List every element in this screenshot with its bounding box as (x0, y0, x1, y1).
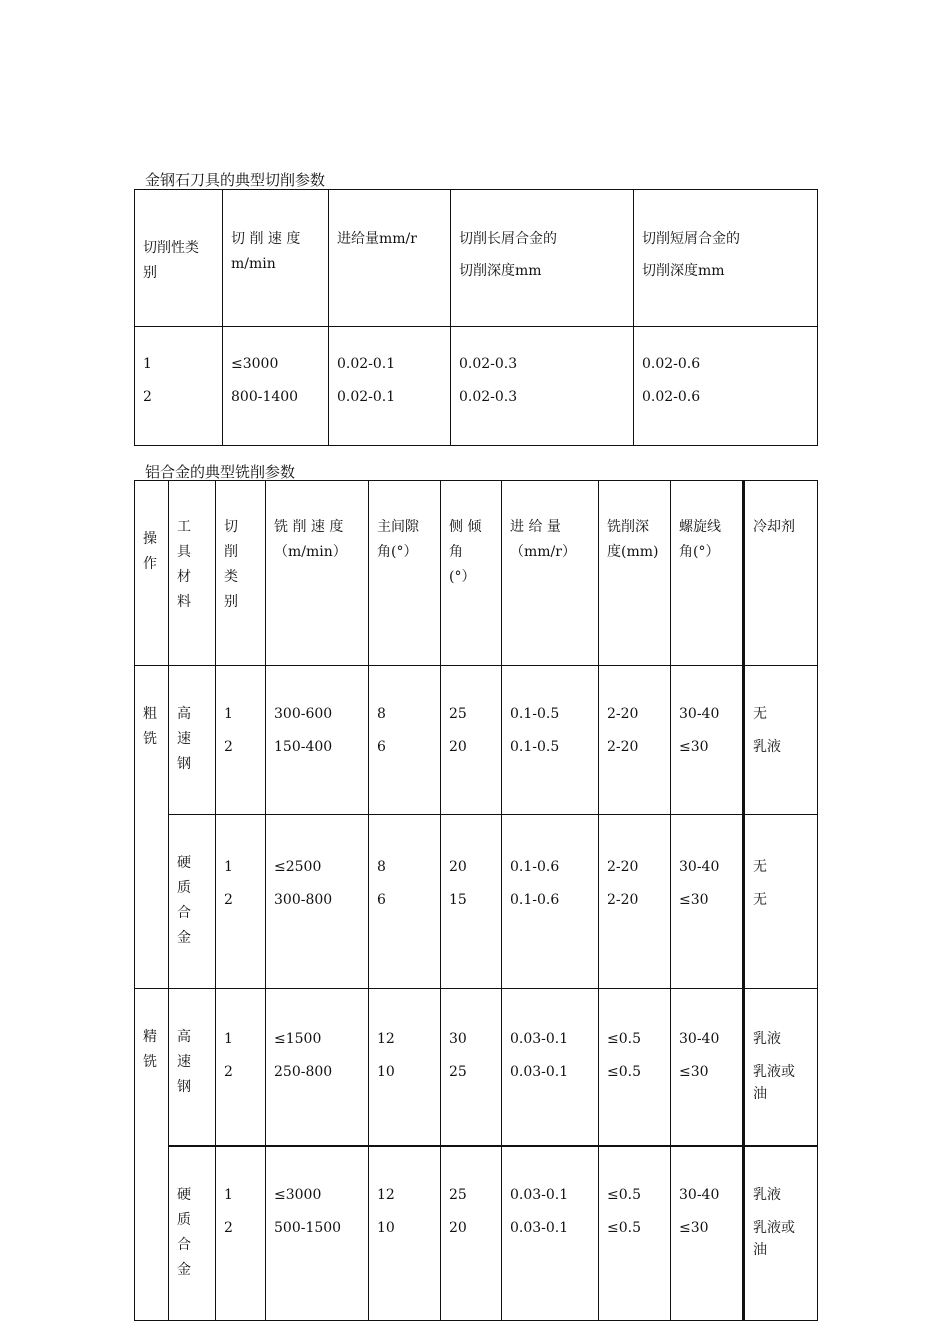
t2-h1-l2: 材 (177, 569, 191, 585)
t1-r0-c0: 1 (143, 356, 152, 372)
t1-short-depth-cell (634, 327, 818, 446)
t2-tool-hss (169, 989, 216, 1147)
t2-h-class (216, 481, 266, 666)
t2-h1-l0: 工 (177, 519, 191, 535)
t2-tool-hss-l0: 高 (177, 706, 191, 722)
t2-r3-feed1: 0.03-0.1 (510, 1220, 569, 1236)
t2-r2-depth1: ≤0.5 (607, 1064, 641, 1080)
t2-cell (671, 666, 744, 815)
t2-h-coolant (744, 481, 818, 666)
t1-header-cell (135, 190, 223, 327)
t2-cell (266, 1146, 369, 1321)
t2-tool-hss-l1: 速 (177, 731, 191, 747)
t2-tool-hss2-l0: 高 (177, 1029, 191, 1045)
t2-h8-l0: 螺旋线 (679, 519, 721, 535)
t2-h5-l2: (°） (449, 569, 476, 585)
t2-tool-hss (169, 666, 216, 815)
t2-r1-feed0: 0.1-0.6 (510, 859, 560, 875)
t1-r0-c3: 0.02-0.3 (459, 356, 518, 372)
t2-r1-speed0: ≤2500 (274, 859, 322, 875)
t2-cell (599, 989, 671, 1147)
t1-r0-c4: 0.02-0.6 (642, 356, 701, 372)
t2-cell (369, 989, 441, 1147)
t2-r0-cls0: 1 (224, 706, 233, 722)
t2-h2-l0: 切 (224, 519, 238, 535)
t2-r3-coolant2: 油 (753, 1242, 767, 1258)
t2-h9-l0: 冷却剂 (753, 519, 795, 535)
t2-r0-speed0: 300-600 (274, 706, 333, 722)
t2-cell (744, 1146, 818, 1321)
t1-speed-cell (223, 327, 329, 446)
t2-h1-l1: 具 (177, 544, 191, 560)
t2-tool-carbide2-l2: 合 (177, 1237, 191, 1253)
t2-tool-carbide2-l0: 硬 (177, 1187, 191, 1203)
t1-r1-c1: 800-1400 (231, 389, 299, 405)
t2-tool-carbide-l1: 质 (177, 880, 191, 896)
t2-cell (369, 666, 441, 815)
t2-h-feed (502, 481, 599, 666)
t2-r0-helix0: 30-40 (679, 706, 720, 722)
t2-cell (441, 815, 502, 989)
t2-r2-clear1: 10 (377, 1064, 395, 1080)
t2-tool-carbide-l3: 金 (177, 930, 191, 946)
t2-cell (266, 666, 369, 815)
table1-header-row (135, 190, 818, 327)
t2-h8-l1: 角(°） (679, 544, 720, 560)
t2-h-tool (169, 481, 216, 666)
t1-h0-l1: 别 (143, 265, 157, 281)
t2-r2-cls0: 1 (224, 1031, 233, 1047)
t2-cell (671, 1146, 744, 1321)
t2-h6-l1: （mm/r） (510, 544, 576, 560)
t2-cell (216, 989, 266, 1147)
t2-h7-l0: 铣削深 (607, 519, 649, 535)
t1-h2-l0: 进给量mm/r (337, 231, 417, 247)
t2-r1-feed1: 0.1-0.6 (510, 892, 560, 908)
t2-row-finish-carbide (135, 1146, 818, 1321)
t1-h0-l0: 切削性类 (143, 240, 199, 256)
t2-h2-l1: 削 (224, 544, 238, 560)
t2-r0-helix1: ≤30 (679, 739, 709, 755)
t2-cell (266, 989, 369, 1147)
t2-r3-cls1: 2 (224, 1220, 233, 1236)
t2-r1-depth1: 2-20 (607, 892, 639, 908)
t2-h5-l1: 角 (449, 544, 463, 560)
t2-cell (671, 815, 744, 989)
t1-class-cell (135, 327, 223, 446)
t2-r0-tilt1: 20 (449, 739, 467, 755)
t2-tool-carbide2-l3: 金 (177, 1262, 191, 1278)
t2-r2-speed0: ≤1500 (274, 1031, 322, 1047)
t1-r0-c1: ≤3000 (231, 356, 279, 372)
t2-cell (441, 666, 502, 815)
t2-r0-speed1: 150-400 (274, 739, 333, 755)
t1-h1-l1: m/min (231, 256, 276, 272)
t2-cell (502, 666, 599, 815)
t2-cell (671, 989, 744, 1147)
t2-h7-l1: 度(mm) (607, 544, 659, 560)
t2-h3-l1: （m/min） (274, 544, 347, 560)
t2-h-op (135, 481, 169, 666)
t2-cell (502, 815, 599, 989)
t2-cell (216, 815, 266, 989)
t2-r1-speed1: 300-800 (274, 892, 333, 908)
t2-cell (369, 1146, 441, 1321)
t2-h-clearance (369, 481, 441, 666)
t2-r0-coolant0: 无 (753, 706, 767, 722)
t2-r3-tilt1: 20 (449, 1220, 467, 1236)
t2-r3-coolant1: 乳液或 (753, 1220, 795, 1236)
t2-r2-clear0: 12 (377, 1031, 395, 1047)
t2-r0-coolant1: 乳液 (753, 739, 781, 755)
t2-r1-helix0: 30-40 (679, 859, 720, 875)
aluminum-milling-table (134, 480, 818, 1321)
t2-r0-feed1: 0.1-0.5 (510, 739, 560, 755)
t1-r1-c2: 0.02-0.1 (337, 389, 396, 405)
t2-cell (441, 989, 502, 1147)
t1-r1-c3: 0.02-0.3 (459, 389, 518, 405)
t2-r2-speed1: 250-800 (274, 1064, 333, 1080)
t2-r3-clear1: 10 (377, 1220, 395, 1236)
t1-h4-l0: 切削短屑合金的 (642, 231, 740, 247)
t2-r2-coolant1: 乳液或 (753, 1064, 795, 1080)
t2-r3-speed1: 500-1500 (274, 1220, 342, 1236)
t2-r1-clear0: 8 (377, 859, 386, 875)
table1-caption: 金钢石刀具的典型切削参数 (145, 171, 326, 189)
table2-header-row (135, 481, 818, 666)
t1-h4-l1: 切削深度mm (642, 263, 725, 279)
t2-cell (599, 815, 671, 989)
t1-header-cell (329, 190, 451, 327)
t1-r1-c4: 0.02-0.6 (642, 389, 701, 405)
t2-r3-helix1: ≤30 (679, 1220, 709, 1236)
table1-body-row (135, 327, 818, 446)
t2-h-helix (671, 481, 744, 666)
t2-r2-coolant0: 乳液 (753, 1031, 781, 1047)
t2-r1-coolant1: 无 (753, 892, 767, 908)
t1-h1-l0: 切 削 速 度 (231, 231, 301, 247)
t2-cell (502, 989, 599, 1147)
t2-cell (441, 1146, 502, 1321)
t2-cell (599, 666, 671, 815)
t2-cell (266, 815, 369, 989)
t2-op-rough (135, 666, 169, 989)
t2-r3-feed0: 0.03-0.1 (510, 1187, 569, 1203)
t2-tool-hss2-l1: 速 (177, 1054, 191, 1070)
t2-tool-carbide2-l1: 质 (177, 1212, 191, 1228)
t2-h1-l3: 料 (177, 594, 191, 610)
t2-r0-clear1: 6 (377, 739, 386, 755)
t2-h4-l0: 主间隙 (377, 519, 419, 535)
t2-r3-tilt0: 25 (449, 1187, 467, 1203)
t2-r2-feed1: 0.03-0.1 (510, 1064, 569, 1080)
t2-row-finish-hss (135, 989, 818, 1147)
t2-tool-carbide-l0: 硬 (177, 855, 191, 871)
diamond-tool-table (134, 189, 818, 446)
t1-h3-l1: 切削深度mm (459, 263, 542, 279)
t2-tool-carbide (169, 815, 216, 989)
t2-tool-carbide-l2: 合 (177, 905, 191, 921)
t2-r3-depth0: ≤0.5 (607, 1187, 641, 1203)
t1-header-cell (634, 190, 818, 327)
t2-cell (369, 815, 441, 989)
t1-h3-l0: 切削长屑合金的 (459, 231, 557, 247)
t2-cell (744, 989, 818, 1147)
t2-h2-l3: 别 (224, 594, 238, 610)
t2-r3-clear0: 12 (377, 1187, 395, 1203)
t2-r2-helix1: ≤30 (679, 1064, 709, 1080)
t2-cell (599, 1146, 671, 1321)
t2-r2-helix0: 30-40 (679, 1031, 720, 1047)
t2-h0-l0: 操 (143, 531, 157, 547)
t2-r3-speed0: ≤3000 (274, 1187, 322, 1203)
t2-r1-coolant0: 无 (753, 859, 767, 875)
t2-cell (502, 1146, 599, 1321)
t1-header-cell (223, 190, 329, 327)
table2-caption: 铝合金的典型铣削参数 (145, 463, 296, 481)
t1-header-cell (451, 190, 634, 327)
t2-op-finish-l1: 铣 (143, 1054, 157, 1070)
t2-r3-depth1: ≤0.5 (607, 1220, 641, 1236)
t2-row-rough-carbide (135, 815, 818, 989)
t2-r2-tilt1: 25 (449, 1064, 467, 1080)
t1-long-depth-cell (451, 327, 634, 446)
t2-op-rough-l1: 铣 (143, 731, 157, 747)
t2-r0-feed0: 0.1-0.5 (510, 706, 560, 722)
t2-op-finish (135, 989, 169, 1321)
t2-r1-helix1: ≤30 (679, 892, 709, 908)
t2-op-rough-l0: 粗 (143, 706, 157, 722)
t2-h2-l2: 类 (224, 569, 238, 585)
t2-tool-carbide (169, 1146, 216, 1321)
t2-r1-tilt0: 20 (449, 859, 467, 875)
t1-r1-c0: 2 (143, 389, 152, 405)
t2-r1-clear1: 6 (377, 892, 386, 908)
t2-cell (216, 666, 266, 815)
t2-r2-coolant2: 油 (753, 1086, 767, 1102)
t2-r1-cls1: 2 (224, 892, 233, 908)
t1-feed-cell (329, 327, 451, 446)
t2-h3-l0: 铣 削 速 度 (274, 519, 344, 535)
t2-cell (744, 666, 818, 815)
t2-tool-hss-l2: 钢 (177, 756, 191, 772)
t2-h-speed (266, 481, 369, 666)
t2-r0-depth1: 2-20 (607, 739, 639, 755)
t2-h6-l0: 进 给 量 (510, 519, 561, 535)
t2-h-depth (599, 481, 671, 666)
t2-r3-coolant0: 乳液 (753, 1187, 781, 1203)
t2-r0-clear0: 8 (377, 706, 386, 722)
t2-r2-feed0: 0.03-0.1 (510, 1031, 569, 1047)
t2-r1-tilt1: 15 (449, 892, 467, 908)
t2-h4-l1: 角(°） (377, 544, 418, 560)
t2-r2-cls1: 2 (224, 1064, 233, 1080)
t2-r0-cls1: 2 (224, 739, 233, 755)
t1-r0-c2: 0.02-0.1 (337, 356, 396, 372)
t2-h-tilt (441, 481, 502, 666)
t2-cell (216, 1146, 266, 1321)
t2-r1-cls0: 1 (224, 859, 233, 875)
t2-tool-hss2-l2: 钢 (177, 1079, 191, 1095)
t2-h0-l1: 作 (143, 556, 157, 572)
t2-r3-helix0: 30-40 (679, 1187, 720, 1203)
t2-row-rough-hss (135, 666, 818, 815)
t2-h5-l0: 侧 倾 (449, 519, 482, 535)
t2-r0-tilt0: 25 (449, 706, 467, 722)
t2-r2-tilt0: 30 (449, 1031, 467, 1047)
t2-r1-depth0: 2-20 (607, 859, 639, 875)
t2-r2-depth0: ≤0.5 (607, 1031, 641, 1047)
t2-op-finish-l0: 精 (143, 1029, 157, 1045)
t2-r3-cls0: 1 (224, 1187, 233, 1203)
t2-cell (744, 815, 818, 989)
t2-r0-depth0: 2-20 (607, 706, 639, 722)
